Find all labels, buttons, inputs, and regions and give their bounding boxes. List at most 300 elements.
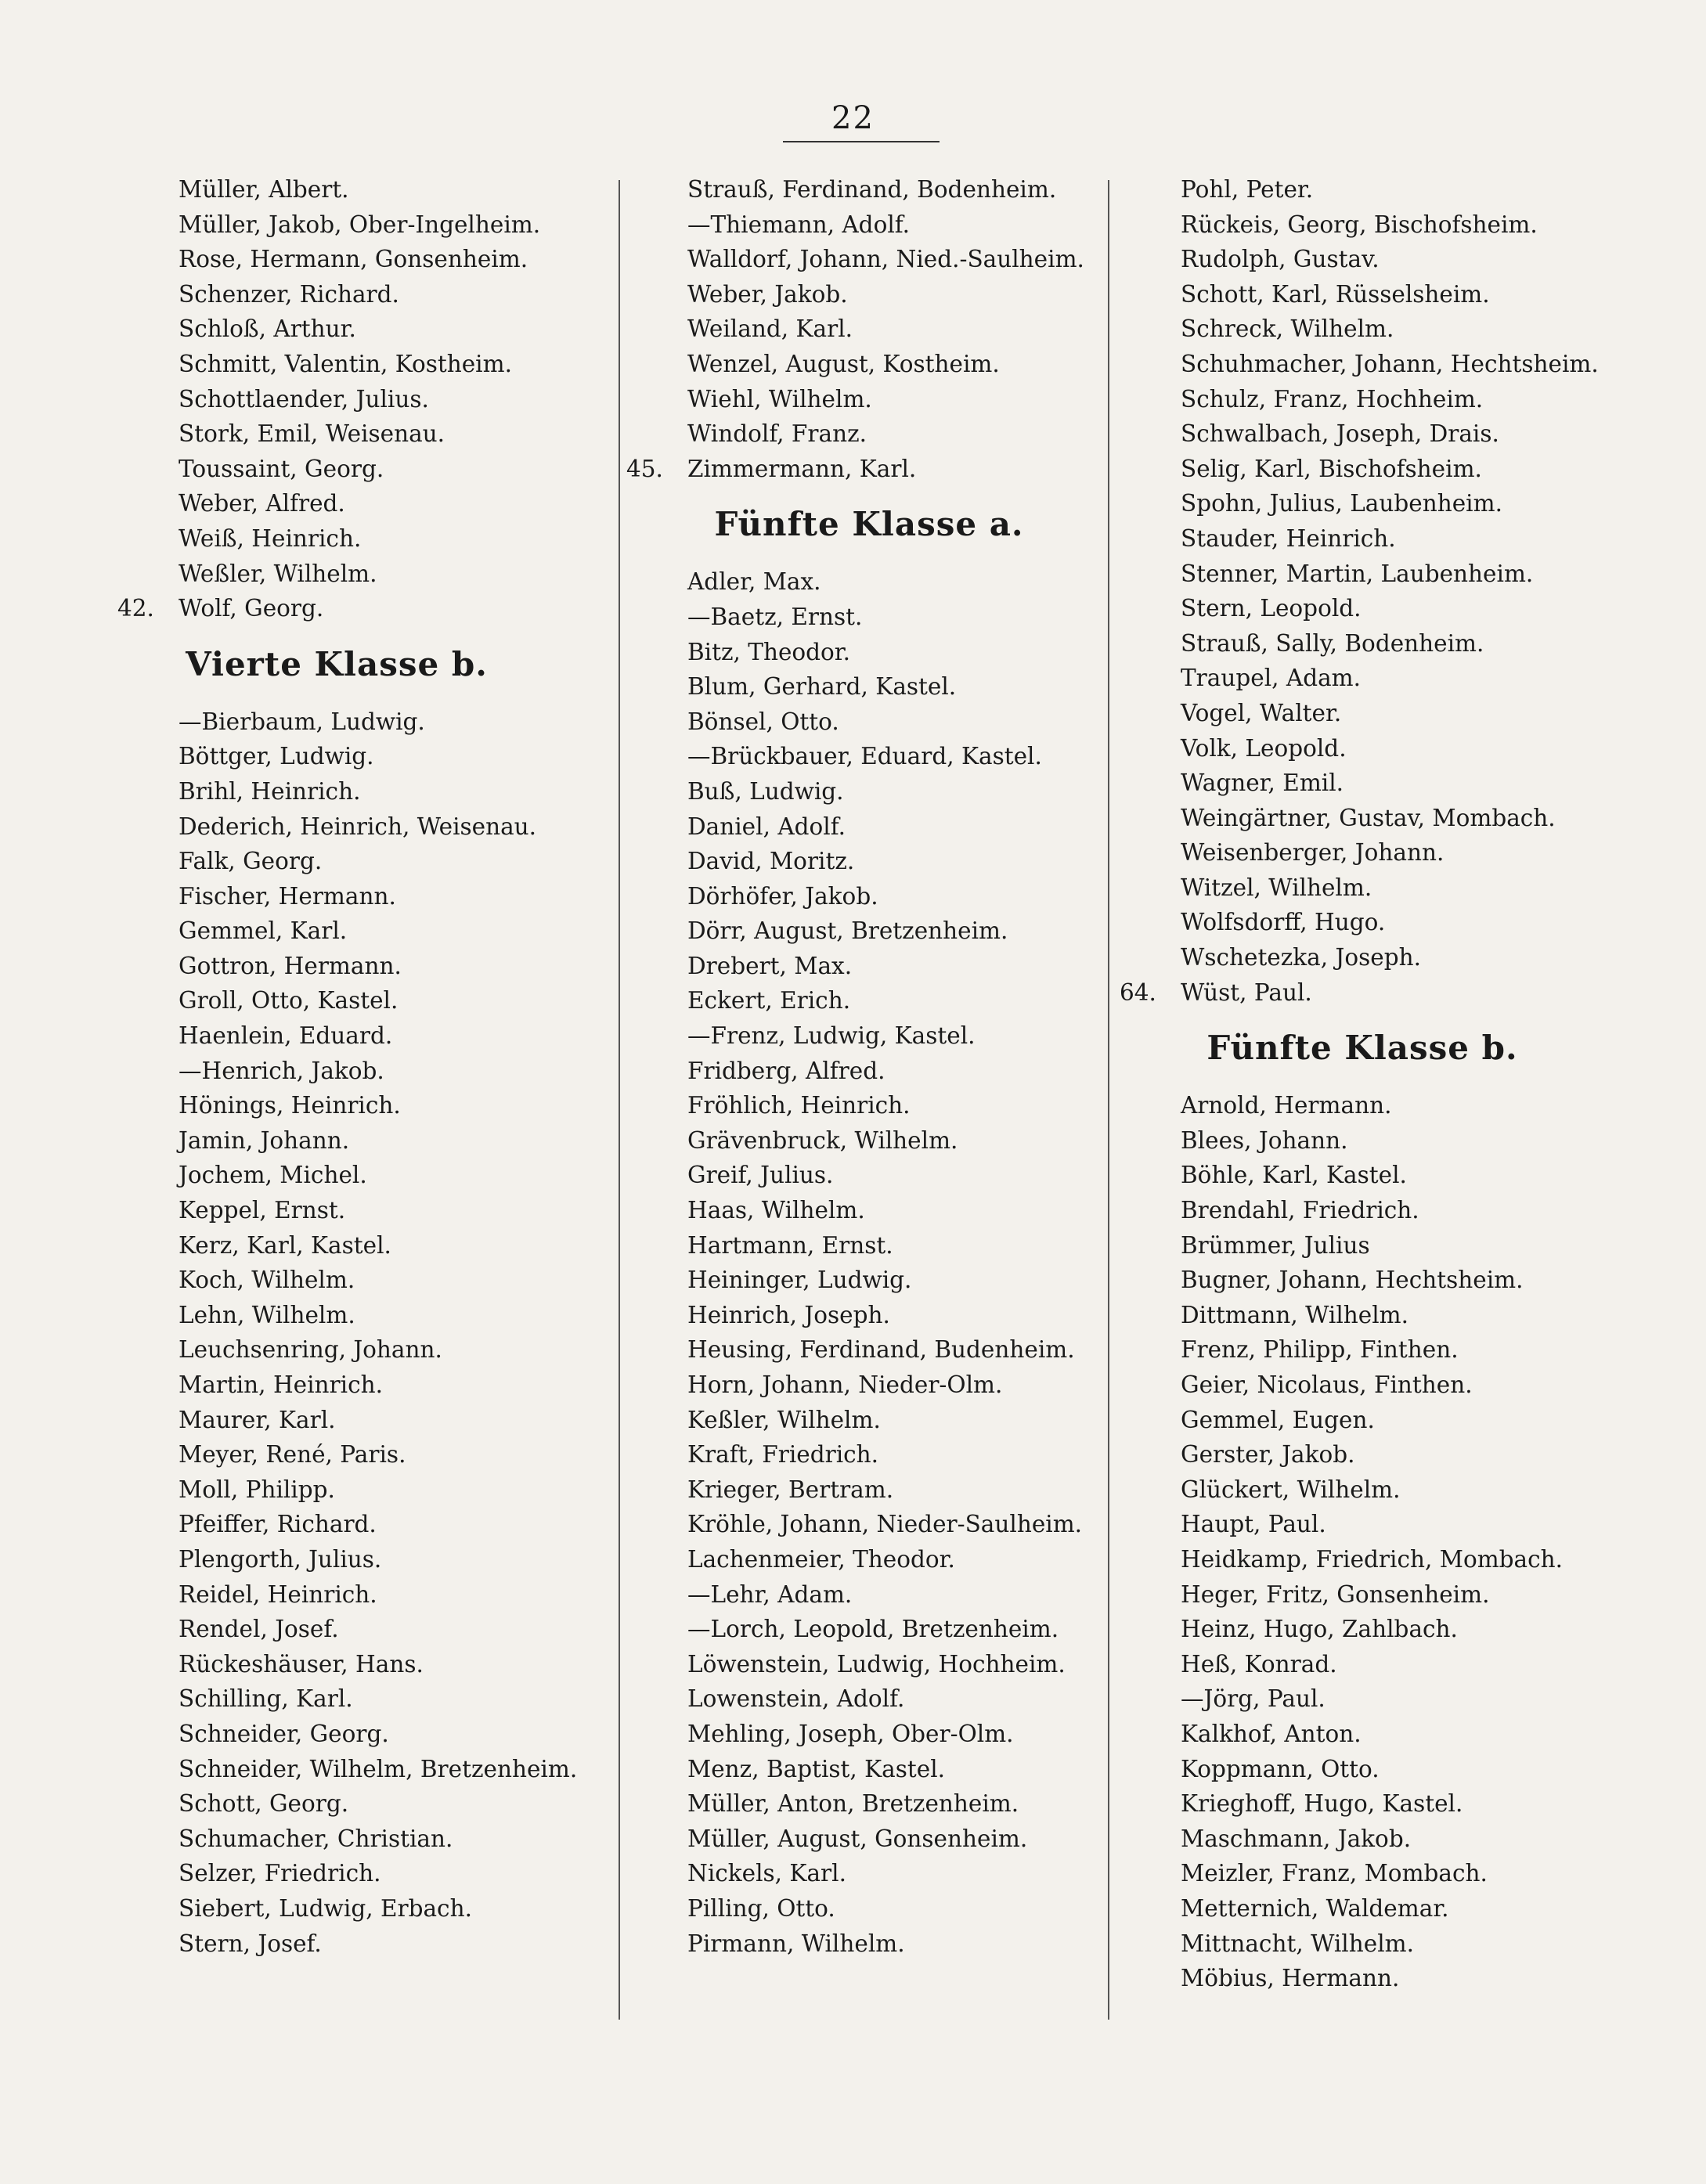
student-name: Stern, Leopold. [1181,595,1362,622]
student-entry [117,1228,603,1263]
student-entry [626,1752,1112,1787]
student-entry [626,739,1112,774]
student-entry [1120,975,1605,1011]
student-name: Drebert, Max. [687,952,853,979]
student-name: Reidel, Heinrich. [179,1580,377,1608]
student-entry [1120,416,1605,452]
column-1 [117,172,603,1961]
student-entry [1120,1856,1605,1891]
student-name: Menz, Baptist, Kastel. [687,1755,946,1782]
student-name: Dederich, Heinrich, Weisenau. [179,813,537,840]
student-entry [117,1717,603,1752]
column-divider-left [619,180,620,2020]
student-name: Weingärtner, Gustav, Mombach. [1181,804,1556,831]
student-name: Lowenstein, Adolf. [687,1685,905,1713]
student-entry [117,949,603,984]
student-entry [626,382,1112,417]
student-entry [1120,1612,1605,1647]
student-name: Krieger, Bertram. [687,1476,894,1503]
student-entry [117,242,603,277]
student-entry [1120,1786,1605,1822]
student-name: Pohl, Peter. [1181,176,1314,203]
student-entry [626,1228,1112,1263]
student-name: Witzel, Wilhelm. [1181,874,1372,901]
student-entry [117,1507,603,1542]
student-name: Strauß, Sally, Bodenheim. [1181,629,1484,657]
student-entry [626,1577,1112,1613]
student-name: Adler, Max. [687,568,821,596]
student-entry [626,416,1112,452]
student-name: Toussaint, Georg. [179,455,384,482]
student-entry [117,1786,603,1822]
student-name: Schneider, Wilhelm, Bretzenheim. [179,1755,578,1782]
student-entry [117,1856,603,1891]
student-name: Blum, Gerhard, Kastel. [687,673,957,701]
student-name: Gemmel, Eugen. [1181,1406,1375,1433]
student-name: Traupel, Adam. [1181,665,1362,692]
student-entry [117,1612,603,1647]
student-name: —Baetz, Ernst. [687,603,863,630]
student-name: Pilling, Otto. [687,1894,835,1922]
student-name: Weiland, Karl. [687,315,853,343]
student-entry [117,1054,603,1089]
student-name: Schilling, Karl. [179,1685,353,1713]
student-entry [1120,696,1605,731]
student-entry [626,1368,1112,1403]
student-name: Heß, Konrad. [1181,1650,1337,1678]
student-entry [1120,1332,1605,1368]
student-name: Müller, Jakob, Ober-Ingelheim. [179,211,541,238]
student-name: Rudolph, Gustav. [1181,246,1380,273]
student-name: Windolf, Franz. [687,420,867,448]
student-entry [626,1856,1112,1891]
student-name: Bugner, Johann, Hechtsheim. [1181,1267,1524,1294]
student-name: —Henrich, Jakob. [179,1057,384,1084]
student-entry [1120,870,1605,906]
student-name: Gottron, Hermann. [179,952,402,979]
student-entry [1120,347,1605,382]
student-entry [626,207,1112,243]
student-entry [626,774,1112,809]
student-entry [117,1577,603,1613]
student-entry [626,1123,1112,1159]
student-entry [1120,242,1605,277]
student-name: Buß, Ludwig. [687,777,844,805]
student-name: Plengorth, Julius. [179,1545,382,1573]
student-entry [626,1891,1112,1926]
student-name: Brendahl, Friedrich. [1181,1197,1419,1224]
student-name: Daniel, Adolf. [687,813,846,840]
student-entry [1120,1681,1605,1717]
student-name: Heidkamp, Friedrich, Mombach. [1181,1545,1564,1573]
student-name: Krieghoff, Hugo, Kastel. [1181,1790,1463,1818]
student-name: Selig, Karl, Bischofsheim. [1181,455,1482,482]
student-entry [117,879,603,914]
student-name: Schreck, Wilhelm. [1181,315,1394,343]
student-name: Pirmann, Wilhelm. [687,1930,905,1957]
student-name: Heusing, Ferdinand, Budenheim. [687,1336,1075,1364]
student-entry [626,1542,1112,1577]
student-name: —Lorch, Leopold, Bretzenheim. [687,1616,1059,1643]
student-entry [626,705,1112,740]
student-name: Schulz, Franz, Hochheim. [1181,385,1484,413]
student-entry [626,1298,1112,1333]
student-entry [626,1332,1112,1368]
student-name: Walldorf, Johann, Nied.-Saulheim. [687,246,1084,273]
student-entry [626,879,1112,914]
student-entry [1120,1472,1605,1508]
student-entry [117,452,603,487]
student-entry [117,705,603,740]
student-name: Lachenmeier, Theodor. [687,1545,955,1573]
student-entry [1120,905,1605,940]
student-entry [117,1403,603,1438]
student-entry [626,312,1112,347]
student-name: Grävenbruck, Wilhelm. [687,1126,958,1154]
student-name: Meyer, René, Paris. [179,1441,406,1469]
student-name: Schloß, Arthur. [179,315,356,343]
student-entry [626,1717,1112,1752]
student-name: Leuchsenring, Johann. [179,1336,442,1364]
student-entry [1120,1752,1605,1787]
page-number-rule [783,141,940,142]
student-entry [1120,731,1605,766]
student-entry [1120,626,1605,661]
student-name: Kalkhof, Anton. [1181,1720,1362,1747]
student-entry [1120,1961,1605,1996]
student-name: Rendel, Josef. [179,1616,339,1643]
student-name: Heinz, Hugo, Zahlbach. [1181,1616,1458,1643]
student-name: Stauder, Heinrich. [1181,524,1396,552]
entry-count-number: 45. [626,455,663,482]
student-name: Lehn, Wilhelm. [179,1301,355,1328]
student-entry [117,983,603,1018]
student-entry [1120,1822,1605,1857]
student-entry [626,347,1112,382]
student-entry [626,1647,1112,1682]
student-entry [1120,1228,1605,1263]
student-name: Müller, Anton, Bretzenheim. [687,1790,1019,1818]
student-entry [626,242,1112,277]
student-entry [117,1018,603,1054]
student-entry [1120,801,1605,836]
student-name: Wüst, Paul. [1181,978,1312,1006]
student-entry [1120,1507,1605,1542]
student-entry [1120,452,1605,487]
student-entry [626,983,1112,1018]
student-entry [1120,1437,1605,1472]
student-entry [117,172,603,207]
student-name: Böttger, Ludwig. [179,743,374,770]
student-entry [117,1472,603,1508]
student-name: Glückert, Wilhelm. [1181,1476,1401,1503]
student-name: Wenzel, August, Kostheim. [687,350,1000,377]
student-entry [117,347,603,382]
student-entry [117,521,603,557]
student-entry [626,1822,1112,1857]
student-entry [117,1298,603,1333]
page-number: 22 [831,100,875,136]
student-entry [117,1822,603,1857]
student-name: Meizler, Franz, Mombach. [1181,1860,1488,1887]
student-entry [117,557,603,592]
student-entry [626,1612,1112,1647]
student-name: —Bierbaum, Ludwig. [179,708,425,735]
student-name: Schneider, Georg. [179,1720,389,1747]
student-name: Strauß, Ferdinand, Bodenheim. [687,176,1057,203]
student-entry [117,591,603,626]
student-name: Schwalbach, Joseph, Drais. [1181,420,1499,448]
student-name: Haas, Wilhelm. [687,1197,865,1224]
student-entry [626,809,1112,845]
student-entry [117,1542,603,1577]
student-name: Heger, Fritz, Gonsenheim. [1181,1580,1490,1608]
student-name: Weber, Alfred. [179,490,345,517]
student-entry [117,774,603,809]
student-entry [117,1926,603,1962]
student-name: Weßler, Wilhelm. [179,560,377,587]
student-entry [626,1263,1112,1298]
student-name: Fischer, Hermann. [179,882,396,910]
student-name: —Brückbauer, Eduard, Kastel. [687,743,1042,770]
student-entry [1120,1542,1605,1577]
student-entry [626,1472,1112,1508]
student-name: Moll, Philipp. [179,1476,335,1503]
student-name: Hartmann, Ernst. [687,1231,893,1259]
student-name: Brümmer, Julius [1181,1231,1370,1259]
student-name: Gerster, Jakob. [1181,1441,1355,1469]
class-heading: Vierte Klasse b. [186,644,488,683]
student-name: Mehling, Joseph, Ober-Olm. [687,1720,1014,1747]
student-name: Rose, Hermann, Gonsenheim. [179,246,528,273]
student-name: Frenz, Philipp, Finthen. [1181,1336,1459,1364]
student-name: Löwenstein, Ludwig, Hochheim. [687,1650,1066,1678]
student-entry [117,1891,603,1926]
student-entry [1120,521,1605,557]
student-name: Maschmann, Jakob. [1181,1825,1412,1852]
student-name: David, Moritz. [687,848,855,875]
student-entry [117,1123,603,1159]
student-name: Fröhlich, Heinrich. [687,1092,911,1119]
student-name: Wolfsdorff, Hugo. [1181,909,1386,936]
student-entry [1120,1193,1605,1228]
student-entry [117,1437,603,1472]
student-name: Keßler, Wilhelm. [687,1406,881,1433]
column-3 [1120,172,1605,1996]
student-entry [117,1752,603,1787]
student-entry [626,452,1112,487]
student-name: Volk, Leopold. [1181,734,1347,762]
student-entry [117,207,603,243]
student-name: Falk, Georg. [179,848,323,875]
student-entry [1120,1123,1605,1159]
student-name: Metternich, Waldemar. [1181,1894,1449,1922]
student-entry [1120,557,1605,592]
student-name: —Thiemann, Adolf. [687,211,911,238]
student-name: Groll, Otto, Kastel. [179,987,399,1015]
student-name: Müller, Albert. [179,176,349,203]
student-entry [117,416,603,452]
student-name: Weber, Jakob. [687,280,848,308]
student-entry [626,844,1112,879]
student-name: Geier, Nicolaus, Finthen. [1181,1371,1473,1398]
student-name: Stork, Emil, Weisenau. [179,420,445,448]
student-name: Spohn, Julius, Laubenheim. [1181,490,1502,517]
student-name: Schott, Georg. [179,1790,349,1818]
student-entry [626,1681,1112,1717]
student-entry [117,486,603,521]
student-name: Wiehl, Wilhelm. [687,385,872,413]
student-entry [626,1158,1112,1193]
student-entry [117,1368,603,1403]
student-entry [1120,382,1605,417]
student-name: Kraft, Friedrich. [687,1441,879,1469]
student-entry [1120,1263,1605,1298]
student-entry [626,600,1112,635]
student-entry [117,382,603,417]
student-name: Stenner, Martin, Laubenheim. [1181,560,1534,587]
student-name: Schmitt, Valentin, Kostheim. [179,350,512,377]
student-entry [117,1088,603,1123]
student-entry [117,1332,603,1368]
student-entry [1120,1647,1605,1682]
student-entry [1120,1158,1605,1193]
student-name: Koch, Wilhelm. [179,1267,355,1294]
student-name: Stern, Josef. [179,1930,322,1957]
student-name: Zimmermann, Karl. [687,455,917,482]
student-name: Fridberg, Alfred. [687,1057,885,1084]
student-name: Jamin, Johann. [179,1126,350,1154]
student-entry [1120,172,1605,207]
student-entry [626,1088,1112,1123]
student-entry [1120,207,1605,243]
student-entry [117,1681,603,1717]
student-entry [1120,1926,1605,1962]
student-name: —Lehr, Adam. [687,1580,853,1608]
student-name: Rückeshäuser, Hans. [179,1650,424,1678]
student-entry [626,564,1112,600]
student-name: Keppel, Ernst. [179,1197,346,1224]
student-name: Dörhöfer, Jakob. [687,882,878,910]
student-name: Möbius, Hermann. [1181,1965,1400,1992]
student-name: Heinrich, Joseph. [687,1301,890,1328]
student-name: Dörr, August, Bretzenheim. [687,917,1008,945]
student-name: Schuhmacher, Johann, Hechtsheim. [1181,350,1599,377]
class-heading: Fünfte Klasse a. [714,505,1024,544]
student-entry [117,1193,603,1228]
student-entry [1120,486,1605,521]
student-name: Wschetezka, Joseph. [1181,944,1421,971]
student-name: Pfeiffer, Richard. [179,1511,377,1538]
student-entry [626,277,1112,312]
student-entry [1120,1298,1605,1333]
student-name: Brihl, Heinrich. [179,777,361,805]
student-name: Dittmann, Wilhelm. [1181,1301,1409,1328]
student-name: Hönings, Heinrich. [179,1092,401,1119]
student-name: Haenlein, Eduard. [179,1022,393,1050]
student-name: Maurer, Karl. [179,1406,336,1433]
student-entry [117,1647,603,1682]
student-entry [117,1158,603,1193]
student-name: Nickels, Karl. [687,1860,846,1887]
student-name: Blees, Johann. [1181,1126,1348,1154]
student-entry [626,1507,1112,1542]
student-name: Böhle, Karl, Kastel. [1181,1162,1407,1189]
student-entry [626,669,1112,705]
student-entry [1120,766,1605,801]
student-entry [1120,591,1605,626]
student-entry [1120,1577,1605,1613]
student-entry [626,1786,1112,1822]
student-entry [626,1193,1112,1228]
student-name: Schottlaender, Julius. [179,385,429,413]
student-entry [626,1054,1112,1089]
student-entry [626,172,1112,207]
student-entry [117,1263,603,1298]
student-name: Kröhle, Johann, Nieder-Saulheim. [687,1511,1083,1538]
entry-count-number: 42. [117,595,154,622]
student-entry [626,1437,1112,1472]
student-entry [1120,1368,1605,1403]
student-name: Kerz, Karl, Kastel. [179,1231,391,1259]
student-name: Gemmel, Karl. [179,917,348,945]
student-entry [626,1403,1112,1438]
student-name: Heininger, Ludwig. [687,1267,912,1294]
student-name: Jochem, Michel. [179,1162,367,1189]
student-name: Arnold, Hermann. [1181,1092,1392,1119]
student-entry [626,635,1112,670]
student-name: Weiß, Heinrich. [179,524,362,552]
student-entry [626,949,1112,984]
column-2 [626,172,1112,1961]
student-name: Müller, August, Gonsenheim. [687,1825,1028,1852]
student-entry [117,312,603,347]
student-name: Bitz, Theodor. [687,638,851,665]
student-entry [626,914,1112,949]
student-entry [1120,1717,1605,1752]
student-name: Haupt, Paul. [1181,1511,1326,1538]
student-name: Bönsel, Otto. [687,708,839,735]
student-entry [117,914,603,949]
student-name: Martin, Heinrich. [179,1371,383,1398]
student-name: —Jörg, Paul. [1181,1685,1325,1713]
student-name: Koppmann, Otto. [1181,1755,1380,1782]
student-entry [1120,1891,1605,1926]
student-name: Mittnacht, Wilhelm. [1181,1930,1414,1957]
student-name: Wagner, Emil. [1181,769,1344,797]
student-entry [117,809,603,845]
entry-count-number: 64. [1120,978,1156,1006]
student-entry [1120,1403,1605,1438]
student-name: Selzer, Friedrich. [179,1860,381,1887]
student-entry [117,844,603,879]
student-entry [1120,312,1605,347]
student-entry [1120,277,1605,312]
student-name: —Frenz, Ludwig, Kastel. [687,1022,976,1050]
class-heading: Fünfte Klasse b. [1206,1029,1518,1068]
student-name: Schenzer, Richard. [179,280,399,308]
student-entry [117,277,603,312]
student-entry [626,1926,1112,1962]
student-name: Schumacher, Christian. [179,1825,453,1852]
student-entry [1120,835,1605,870]
student-name: Eckert, Erich. [687,987,851,1015]
student-name: Rückeis, Georg, Bischofsheim. [1181,211,1538,238]
student-name: Schott, Karl, Rüsselsheim. [1181,280,1490,308]
student-name: Weisenberger, Johann. [1181,839,1445,867]
student-entry [1120,1088,1605,1123]
student-name: Greif, Julius. [687,1162,834,1189]
